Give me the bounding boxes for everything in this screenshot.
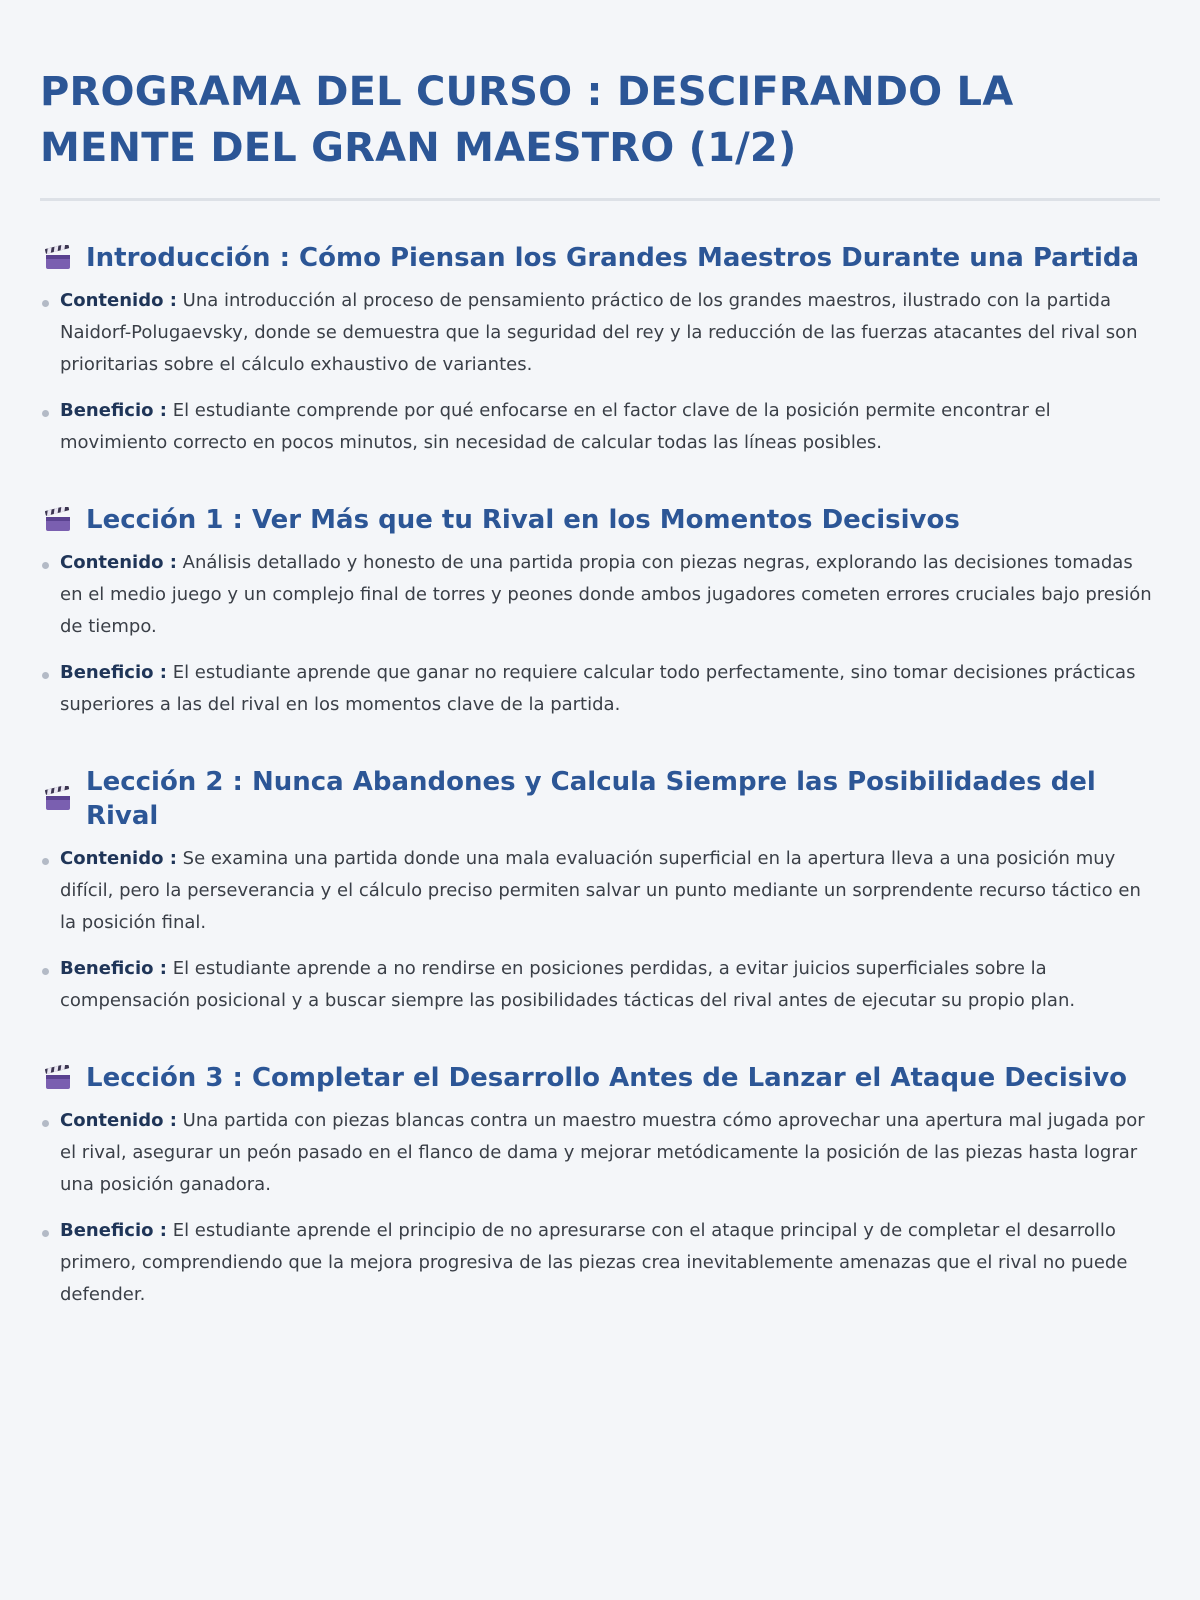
bullet-dot — [42, 968, 49, 975]
beneficio-item — [40, 395, 1160, 459]
contenido-item — [40, 285, 1160, 381]
contenido-item — [40, 1105, 1160, 1201]
contenido-text: Una partida con piezas blancas contra un maestro muestra cómo aprovechar una apertura mal jugada por el rival, asegurar un peón pasado en el flanco de dama y mejorar metódicamente la posición de las piezas hasta lograr una posición ganadora. — [60, 1110, 1145, 1195]
clapper-board-icon — [44, 1065, 72, 1091]
page-title: PROGRAMA DEL CURSO : DESCIFRANDO LA MENTE DEL GRAN MAESTRO (1/2) — [40, 69, 1014, 171]
section-title: Lección 3 : Completar el Desarrollo Antes de Lanzar el Ataque Decisivo — [86, 1063, 1128, 1093]
clapper-board-icon — [44, 245, 72, 271]
title-divider — [40, 198, 1160, 201]
bullet-dot — [42, 300, 49, 307]
beneficio-text: El estudiante comprende por qué enfocarse en el factor clave de la posición permite encontrar el movimiento correcto en pocos minutos, sin necesidad de calcular todas las líneas posibles. — [60, 400, 1051, 453]
contenido-text: Una introducción al proceso de pensamiento práctico de los grandes maestros, ilustrado con la partida Naidorf-Polugaevsky, donde se demuestra que la seguridad del rey y la reducción de las fuerzas atacantes del rival son prioritarias sobre el cálculo exhaustivo de variantes. — [60, 290, 1138, 375]
section-heading — [44, 1061, 1160, 1095]
contenido-item — [40, 547, 1160, 643]
section-heading — [44, 241, 1160, 275]
contenido-item — [40, 843, 1160, 939]
beneficio-label: Beneficio : — [60, 1220, 167, 1241]
section-heading — [44, 503, 1160, 537]
section-bullets — [40, 843, 1160, 1017]
bullet-dot — [42, 1230, 49, 1237]
section-bullets — [40, 285, 1160, 459]
section-bullets — [40, 1105, 1160, 1311]
section-bullets — [40, 547, 1160, 721]
sections-list — [40, 241, 1160, 1311]
beneficio-item — [40, 657, 1160, 721]
section-title: Lección 1 : Ver Más que tu Rival en los Momentos Decisivos — [86, 505, 960, 535]
beneficio-label: Beneficio : — [60, 662, 167, 683]
beneficio-text: El estudiante aprende que ganar no requiere calcular todo perfectamente, sino tomar decisiones prácticas superiores a las del rival en los momentos clave de la partida. — [60, 662, 1136, 715]
course-section — [40, 1061, 1160, 1311]
clapper-board-icon — [44, 507, 72, 533]
beneficio-label: Beneficio : — [60, 958, 167, 979]
course-section — [40, 765, 1160, 1017]
course-section — [40, 241, 1160, 459]
beneficio-text: El estudiante aprende el principio de no apresurarse con el ataque principal y de completar el desarrollo primero, comprendiendo que la mejora progresiva de las piezas crea inevitablemente amenazas que el rival no puede defender. — [60, 1220, 1128, 1305]
beneficio-text: El estudiante aprende a no rendirse en posiciones perdidas, a evitar juicios superficiales sobre la compensación posicional y a buscar siempre las posibilidades tácticas del rival antes de ejecutar su propio plan. — [60, 958, 1076, 1011]
beneficio-item — [40, 953, 1160, 1017]
bullet-dot — [42, 672, 49, 679]
bullet-dot — [42, 1120, 49, 1127]
contenido-text: Análisis detallado y honesto de una partida propia con piezas negras, explorando las decisiones tomadas en el medio juego y un complejo final de torres y peones donde ambos jugadores cometen errores cruciales bajo presión de tiempo. — [60, 552, 1152, 637]
contenido-label: Contenido : — [60, 1110, 177, 1131]
beneficio-item — [40, 1215, 1160, 1311]
contenido-label: Contenido : — [60, 552, 177, 573]
contenido-label: Contenido : — [60, 290, 177, 311]
course-section — [40, 503, 1160, 721]
contenido-label: Contenido : — [60, 848, 177, 869]
beneficio-label: Beneficio : — [60, 400, 167, 421]
section-title: Introducción : Cómo Piensan los Grandes Maestros Durante una Partida — [86, 243, 1140, 273]
bullet-dot — [42, 562, 49, 569]
bullet-dot — [42, 858, 49, 865]
section-heading — [44, 765, 1160, 833]
contenido-text: Se examina una partida donde una mala evaluación superficial en la apertura lleva a una posición muy difícil, pero la perseverancia y el cálculo preciso permiten salvar un punto mediante un sorprendente recurso táctico en la posición final. — [60, 848, 1141, 933]
section-title: Lección 2 : Nunca Abandones y Calcula Siempre las Posibilidades del Rival — [86, 767, 1096, 831]
bullet-dot — [42, 410, 49, 417]
clapper-board-icon — [44, 786, 72, 812]
